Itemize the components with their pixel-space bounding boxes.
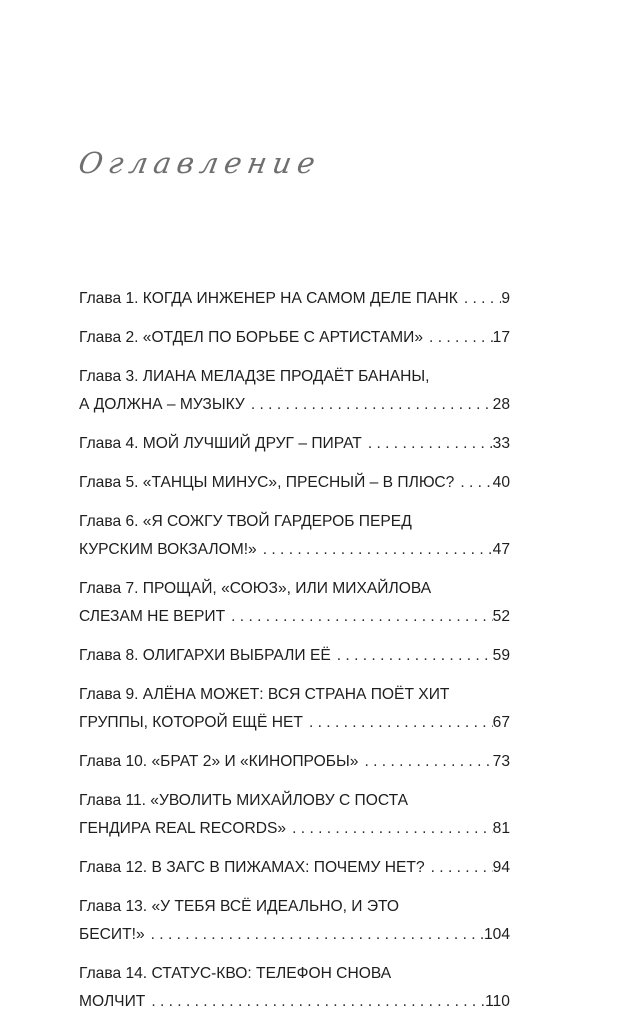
toc-entry-row: [79, 642, 510, 670]
dot-leader: [358, 748, 492, 776]
toc-entry-row: [79, 603, 510, 631]
dot-leader: [423, 324, 493, 352]
toc-entry[interactable]: [79, 285, 510, 313]
toc-entry-title-line: Глава 11. «УВОЛИТЬ МИХАЙЛОВУ С ПОСТА: [79, 792, 409, 809]
toc-page-number: 104: [483, 926, 510, 943]
toc-entry-row: [79, 988, 510, 1016]
toc-entry-row: [79, 709, 510, 737]
toc-page-number: 59: [492, 647, 510, 664]
toc-entry-title-line: Глава 12. В ЗАГС В ПИЖАМАХ: ПОЧЕМУ НЕТ?: [79, 859, 425, 876]
toc-entry[interactable]: [79, 469, 510, 497]
toc-entry-row: [79, 748, 510, 776]
dot-leader: [145, 988, 485, 1016]
toc-entry-row: [79, 815, 510, 843]
toc-entry[interactable]: [79, 960, 510, 1016]
toc-entry-row: [79, 430, 510, 458]
toc-entry-title-line: Глава 6. «Я СОЖГУ ТВОЙ ГАРДЕРОБ ПЕРЕД: [79, 513, 412, 530]
toc-entry[interactable]: [79, 642, 510, 670]
toc-entry-row: [79, 469, 510, 497]
toc-page-number: 40: [492, 474, 510, 491]
toc-entry-row: [79, 391, 510, 419]
toc-entry-title-line: КУРСКИМ ВОКЗАЛОМ!»: [79, 541, 257, 558]
toc-entry-title-line: Глава 4. МОЙ ЛУЧШИЙ ДРУГ – ПИРАТ: [79, 435, 362, 452]
dot-leader: [331, 642, 493, 670]
dot-leader: [145, 921, 484, 949]
toc-entry-title-line: Глава 7. ПРОЩАЙ, «СОЮЗ», ИЛИ МИХАЙЛОВА: [79, 580, 432, 597]
toc-page-number: 94: [492, 859, 510, 876]
toc-entry-title-line: Глава 10. «БРАТ 2» И «КИНОПРОБЫ»: [79, 753, 359, 770]
dot-leader: [303, 709, 493, 737]
toc-entry-title-line: А ДОЛЖНА – МУЗЫКУ: [79, 396, 245, 413]
toc-entry-title-line: Глава 8. ОЛИГАРХИ ВЫБРАЛИ ЕЁ: [79, 647, 331, 664]
toc-entry-title-line: Глава 3. ЛИАНА МЕЛАДЗЕ ПРОДАЁТ БАНАНЫ,: [79, 368, 430, 385]
dot-leader: [454, 469, 492, 497]
dot-leader: [245, 391, 493, 419]
toc-page-number: 73: [492, 753, 510, 770]
toc-entry-title-line: ГЕНДИРА REAL RECORDS»: [79, 820, 287, 837]
dot-leader: [362, 430, 493, 458]
toc-page-number: 110: [485, 993, 510, 1010]
toc-entry-title-line: Глава 9. АЛЁНА МОЖЕТ: ВСЯ СТРАНА ПОЁТ ХИТ: [79, 686, 450, 703]
toc-entry[interactable]: [79, 575, 510, 631]
toc-page-number: 52: [492, 608, 510, 625]
toc-page-number: 47: [492, 541, 510, 558]
toc-entry[interactable]: [79, 854, 510, 882]
toc-entry-title-line: Глава 2. «ОТДЕЛ ПО БОРЬБЕ С АРТИСТАМИ»: [79, 329, 424, 346]
toc-page-number: 17: [492, 329, 510, 346]
toc-entry[interactable]: [79, 893, 510, 949]
toc-page-number: 9: [501, 290, 510, 307]
toc-entry-title-line: МОЛЧИТ: [79, 993, 146, 1010]
toc-entry[interactable]: [79, 363, 510, 419]
page-title: Оглавление: [76, 146, 324, 180]
toc-entry[interactable]: [79, 324, 510, 352]
toc-entry-row: [79, 854, 510, 882]
toc-entry-title-line: ГРУППЫ, КОТОРОЙ ЕЩЁ НЕТ: [79, 714, 303, 731]
toc-page-number: 81: [492, 820, 510, 837]
toc-entry-title-line: СЛЕЗАМ НЕ ВЕРИТ: [79, 608, 226, 625]
toc-entry-title-line: Глава 5. «ТАНЦЫ МИНУС», ПРЕСНЫЙ – В ПЛЮС?: [79, 474, 455, 491]
toc-entry-row: [79, 285, 510, 313]
toc-entry[interactable]: [79, 508, 510, 564]
toc-entry-row: [79, 324, 510, 352]
dot-leader: [458, 285, 501, 313]
toc-entry[interactable]: [79, 681, 510, 737]
toc-entry-title-line: БЕСИТ!»: [79, 926, 145, 943]
dot-leader: [257, 536, 493, 564]
toc-entry[interactable]: [79, 787, 510, 843]
table-of-contents: [79, 285, 510, 1016]
toc-entry-title-line: Глава 14. СТАТУС-КВО: ТЕЛЕФОН СНОВА: [79, 965, 392, 982]
dot-leader: [286, 815, 493, 843]
dot-leader: [225, 603, 493, 631]
toc-entry[interactable]: [79, 748, 510, 776]
toc-entry[interactable]: [79, 430, 510, 458]
toc-page-number: 33: [492, 435, 510, 452]
dot-leader: [425, 854, 493, 882]
toc-entry-title-line: Глава 13. «У ТЕБЯ ВСЁ ИДЕАЛЬНО, И ЭТО: [79, 898, 399, 915]
toc-entry-row: [79, 536, 510, 564]
toc-page-number: 28: [492, 396, 510, 413]
toc-entry-title-line: Глава 1. КОГДА ИНЖЕНЕР НА САМОМ ДЕЛЕ ПАНК: [79, 290, 458, 307]
toc-page-number: 67: [492, 714, 510, 731]
toc-entry-row: [79, 921, 510, 949]
